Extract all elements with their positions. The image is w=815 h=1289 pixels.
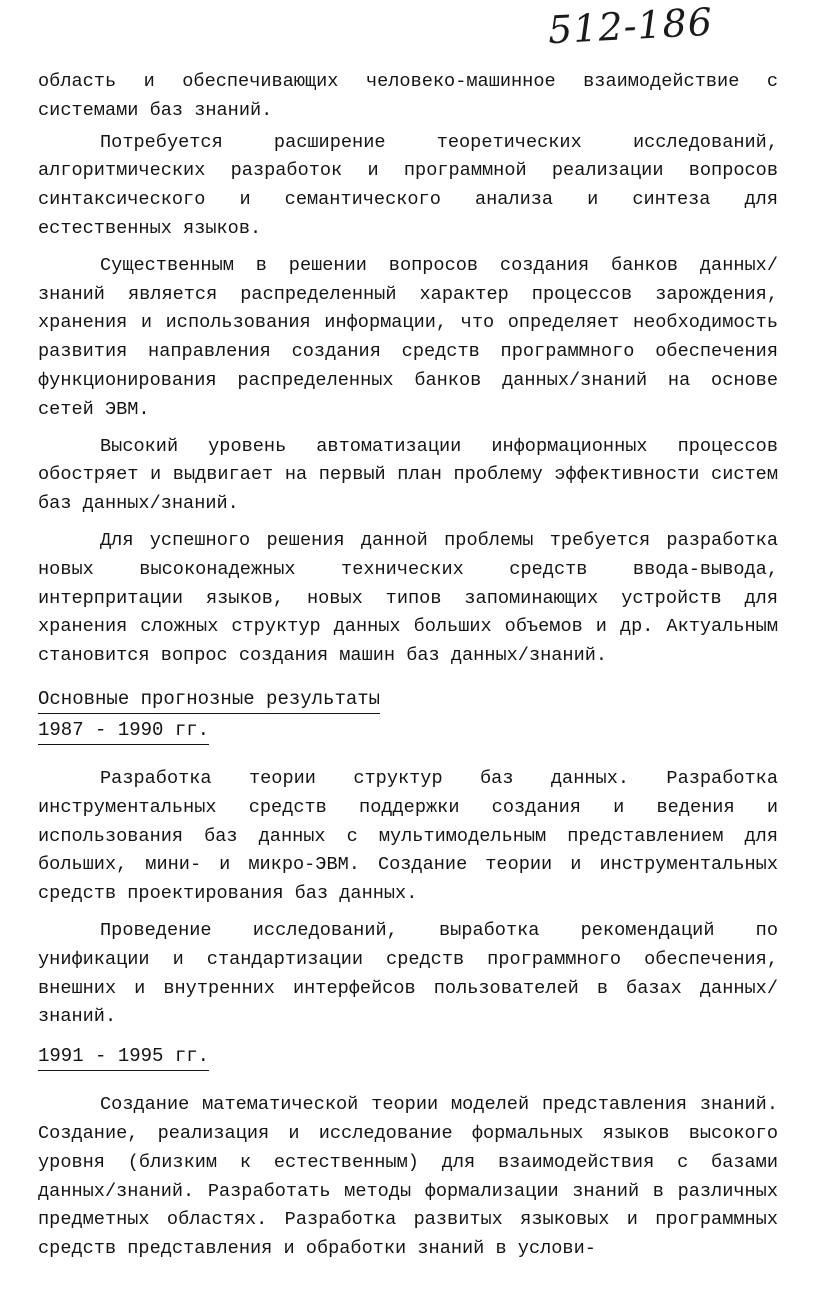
period-label-1991: 1991 - 1995 гг. bbox=[38, 1042, 209, 1071]
section-heading-block bbox=[38, 685, 778, 745]
section-title: Основные прогнозные результаты bbox=[38, 685, 380, 714]
paragraph-automation: Высокий уровень автоматизации информационных процессов обостряет и выдвигает на первый план проблему эффективности систем баз данных/знаний. bbox=[38, 435, 778, 515]
document-body bbox=[38, 68, 778, 1264]
period-heading-1987 bbox=[38, 716, 778, 745]
period-heading-1991 bbox=[38, 1042, 778, 1071]
paragraph-nlp-research: Потребуется расширение теоретических исследований, алгоритмических разработок и программной реализации вопросов синтаксического и семантического анализа и синтеза для естественных языков. bbox=[38, 131, 778, 239]
period-label-1987: 1987 - 1990 гг. bbox=[38, 716, 209, 745]
paragraph-hardware: Для успешного решения данной проблемы требуется разработка новых высоконадежных технических средств ввода-вывода, интерпритации языков, новых типов запоминающих устройств для хранения сложных структур данных больших объемов и др. Актуальным становится вопрос создания машин баз данных/знаний. bbox=[38, 529, 778, 667]
paragraph-1987-standardization: Проведение исследований, выработка рекомендаций по унификации и стандартизации средств программного обеспечения, внешних и внутренних интерфейсов пользователей в базах данных/знаний. bbox=[38, 919, 778, 1028]
paragraph-1987-theory: Разработка теории структур баз данных. Разработка инструментальных средств поддержки создания и ведения и использования баз данных с мультимодельным представлением для больших, мини- и микро-ЭВМ. Создание теории и инструментальных средств проектирования баз данных. bbox=[38, 767, 778, 905]
paragraph-continuation: область и обеспечивающих человеко-машинное взаимодействие с системами баз знаний. bbox=[38, 71, 778, 121]
handwritten-archive-number: 512-186 bbox=[546, 0, 714, 53]
paragraph-distributed-banks: Существенным в решении вопросов создания банков данных/знаний является распределенный характер процессов зарождения, хранения и использования информации, что определяет необходимость развития направления создания средств программного обеспечения функционирования распределенных банков данных/знаний на основе сетей ЭВМ. bbox=[38, 254, 778, 420]
paragraph-1991-knowledge: Создание математической теории моделей представления знаний. Создание, реализация и исследование формальных языков высокого уровня (близким к естественным) для взаимодействия с базами данных/знаний. Разработать методы формализации знаний в различных предметных областях. Разработка развитых языковых и программных средств представления и обработки знаний в услови- bbox=[38, 1094, 778, 1260]
